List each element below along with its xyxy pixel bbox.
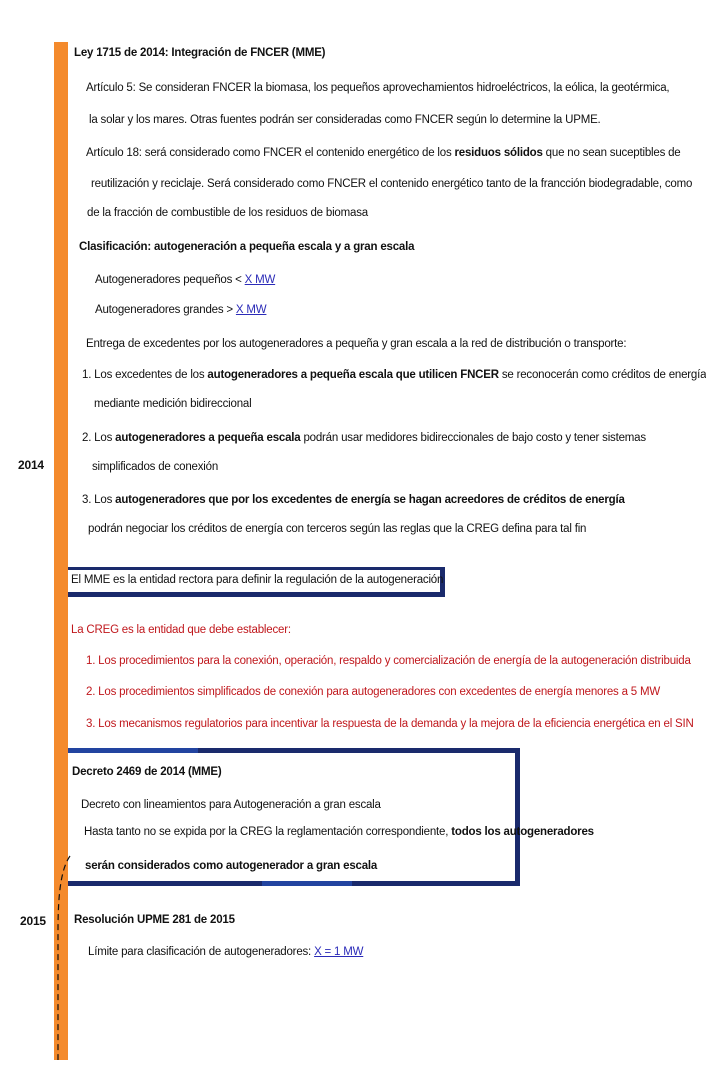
surplus-item-3-line-2: podrán negociar los créditos de energía con terceros según las reglas que la CREG defina para tal fin: [88, 523, 587, 535]
year-2014: 2014: [18, 458, 44, 472]
surplus-item-1-line-2: mediante medición bidireccional: [94, 398, 252, 410]
decreto-title: Decreto 2469 de 2014 (MME): [72, 766, 222, 778]
resolucion-limit-link[interactable]: X = 1 MW: [314, 946, 364, 958]
article-18-line-3: de la fracción de combustible de los residuos de biomasa: [87, 207, 368, 219]
classification-heading: Clasificación: autogeneración a pequeña escala y a gran escala: [79, 241, 415, 253]
article-18-line-2: reutilización y reciclaje. Será considerado como FNCER el contenido energético tanto de la francción biodegradable, como: [91, 178, 693, 190]
article-5-line-1: Artículo 5: Se consideran FNCER la biomasa, los pequeños aprovechamientos hidroeléctricos, la eólica, la geotérmica,: [86, 82, 670, 94]
small-autogenerators-link[interactable]: X MW: [244, 274, 276, 286]
creg-item-2: 2. Los procedimientos simplificados de conexión para autogeneradores con excedentes de energía menores a 5 MW: [86, 686, 660, 698]
surplus-item-1: 1. Los excedentes de los autogeneradores a pequeña escala que utilicen FNCER se reconocerán como créditos de energía: [82, 369, 706, 381]
surplus-item-2-line-2: simplificados de conexión: [92, 461, 219, 473]
decreto-box-accent-bottom: [262, 881, 352, 886]
mme-box-text: El MME es la entidad rectora para definir la regulación de la autogeneración: [71, 574, 444, 586]
year-2015: 2015: [20, 914, 46, 928]
resolucion-title: Resolución UPME 281 de 2015: [74, 914, 235, 926]
large-autogenerators-link[interactable]: X MW: [235, 304, 267, 316]
decreto-line-3: serán considerados como autogenerador a gran escala: [85, 860, 378, 872]
article-18-line-1: Artículo 18: será considerado como FNCER el contenido energético de los residuos sólidos que no sean suceptibles de: [86, 147, 681, 159]
decreto-line-2: Hasta tanto no se expida por la CREG la reglamentación correspondiente, todos los autogeneradores: [84, 826, 594, 838]
creg-item-1: 1. Los procedimientos para la conexión, operación, respaldo y comercialización de energía de la autogeneración distribuida: [86, 655, 691, 667]
decreto-line-1: Decreto con lineamientos para Autogeneración a gran escala: [81, 799, 381, 811]
small-autogenerators: Autogeneradores pequeños < X MW: [95, 274, 276, 286]
surplus-delivery-heading: Entrega de excedentes por los autogeneradores a pequeña y gran escala a la red de distribución o transporte:: [86, 338, 627, 350]
surplus-item-2: 2. Los autogeneradores a pequeña escala podrán usar medidores bidireccionales de bajo costo y tener sistemas: [82, 432, 646, 444]
law-title: Ley 1715 de 2014: Integración de FNCER (MME): [74, 47, 326, 59]
article-5-line-2: la solar y los mares. Otras fuentes podrán ser consideradas como FNCER según lo determine la UPME.: [89, 114, 601, 126]
creg-item-3: 3. Los mecanismos regulatorios para incentivar la respuesta de la demanda y la mejora de la eficiencia energética en el SIN: [86, 718, 694, 730]
decreto-box-accent-top: [68, 748, 198, 753]
resolucion-limit: Límite para clasificación de autogeneradores: X = 1 MW: [88, 946, 364, 958]
creg-title: La CREG es la entidad que debe establecer:: [71, 624, 291, 636]
surplus-item-3: 3. Los autogeneradores que por los excedentes de energía se hagan acreedores de créditos de energía: [82, 494, 625, 506]
large-autogenerators: Autogeneradores grandes > X MW: [95, 304, 267, 316]
